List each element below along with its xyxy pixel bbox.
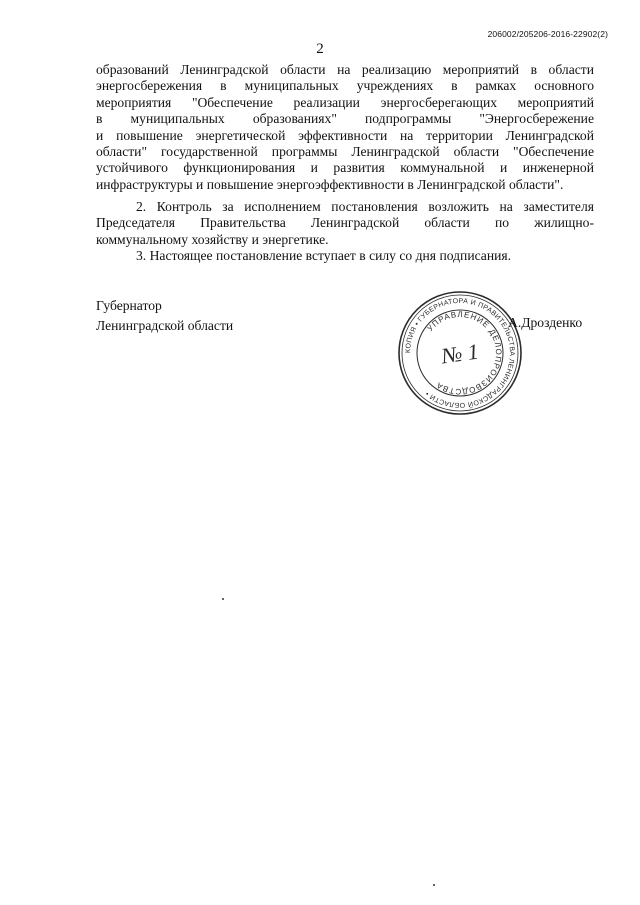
paragraph-1 (96, 62, 594, 193)
page-number: 2 (316, 41, 324, 57)
scan-speck (433, 884, 435, 886)
paragraph-line: области" государственной программы Ленинградской области "Обеспечение (96, 144, 594, 160)
paragraph-3 (96, 248, 594, 264)
signature-title-line-1: Губернатор (96, 298, 162, 313)
paragraph-line: инфраструктуры и повышение энергоэффективности в Ленинградской области". (96, 176, 564, 192)
svg-text:УПРАВЛЕНИЕ ДЕЛОПРОИЗВОДСТВА: УПРАВЛЕНИЕ ДЕЛОПРОИЗВОДСТВА (425, 309, 504, 397)
paragraph-line: устойчивого функционирования и развития коммунальной и инженерной (96, 160, 594, 176)
paragraph-line: в муниципальных образованиях" подпрограммы "Энергосбережение (96, 111, 594, 127)
paragraph-line: мероприятия "Обеспечение реализации энергосберегающих мероприятий (96, 94, 594, 110)
signatory-name: А.Дрозденко (508, 315, 583, 330)
paragraph-line: коммунальному хозяйству и энергетике. (96, 231, 329, 247)
paragraph-line: 2. Контроль за исполнением постановления возложить на заместителя (136, 199, 594, 214)
signature-title (96, 296, 233, 336)
document-id: 206002/205206-2016-22902(2) (487, 29, 608, 39)
paragraph-2 (96, 199, 594, 248)
official-stamp (396, 289, 524, 417)
paragraph-line: и повышение энергетической эффективности на территории Ленинградской (96, 127, 594, 143)
paragraph-line: образований Ленинградской области на реализацию мероприятий в области (96, 62, 594, 77)
scan-speck (222, 598, 224, 600)
signature-title-line-2: Ленинградской области (96, 318, 234, 333)
paragraph-line: Председателя Правительства Ленинградской области по жилищно- (96, 215, 594, 231)
paragraph-line: 3. Настоящее постановление вступает в силу со дня подписания. (136, 248, 512, 263)
svg-text:№ 1: № 1 (439, 338, 481, 369)
svg-text:КОПИЯ • ГУБЕРНАТОРА И ПРАВИТЕЛ: КОПИЯ • ГУБЕРНАТОРА И ПРАВИТЕЛЬСТВА ЛЕНИНГРАДСКОЙ ОБЛАСТИ • (404, 297, 516, 409)
paragraph-line: энергосбережения в муниципальных учреждениях в рамках основного (96, 78, 594, 94)
